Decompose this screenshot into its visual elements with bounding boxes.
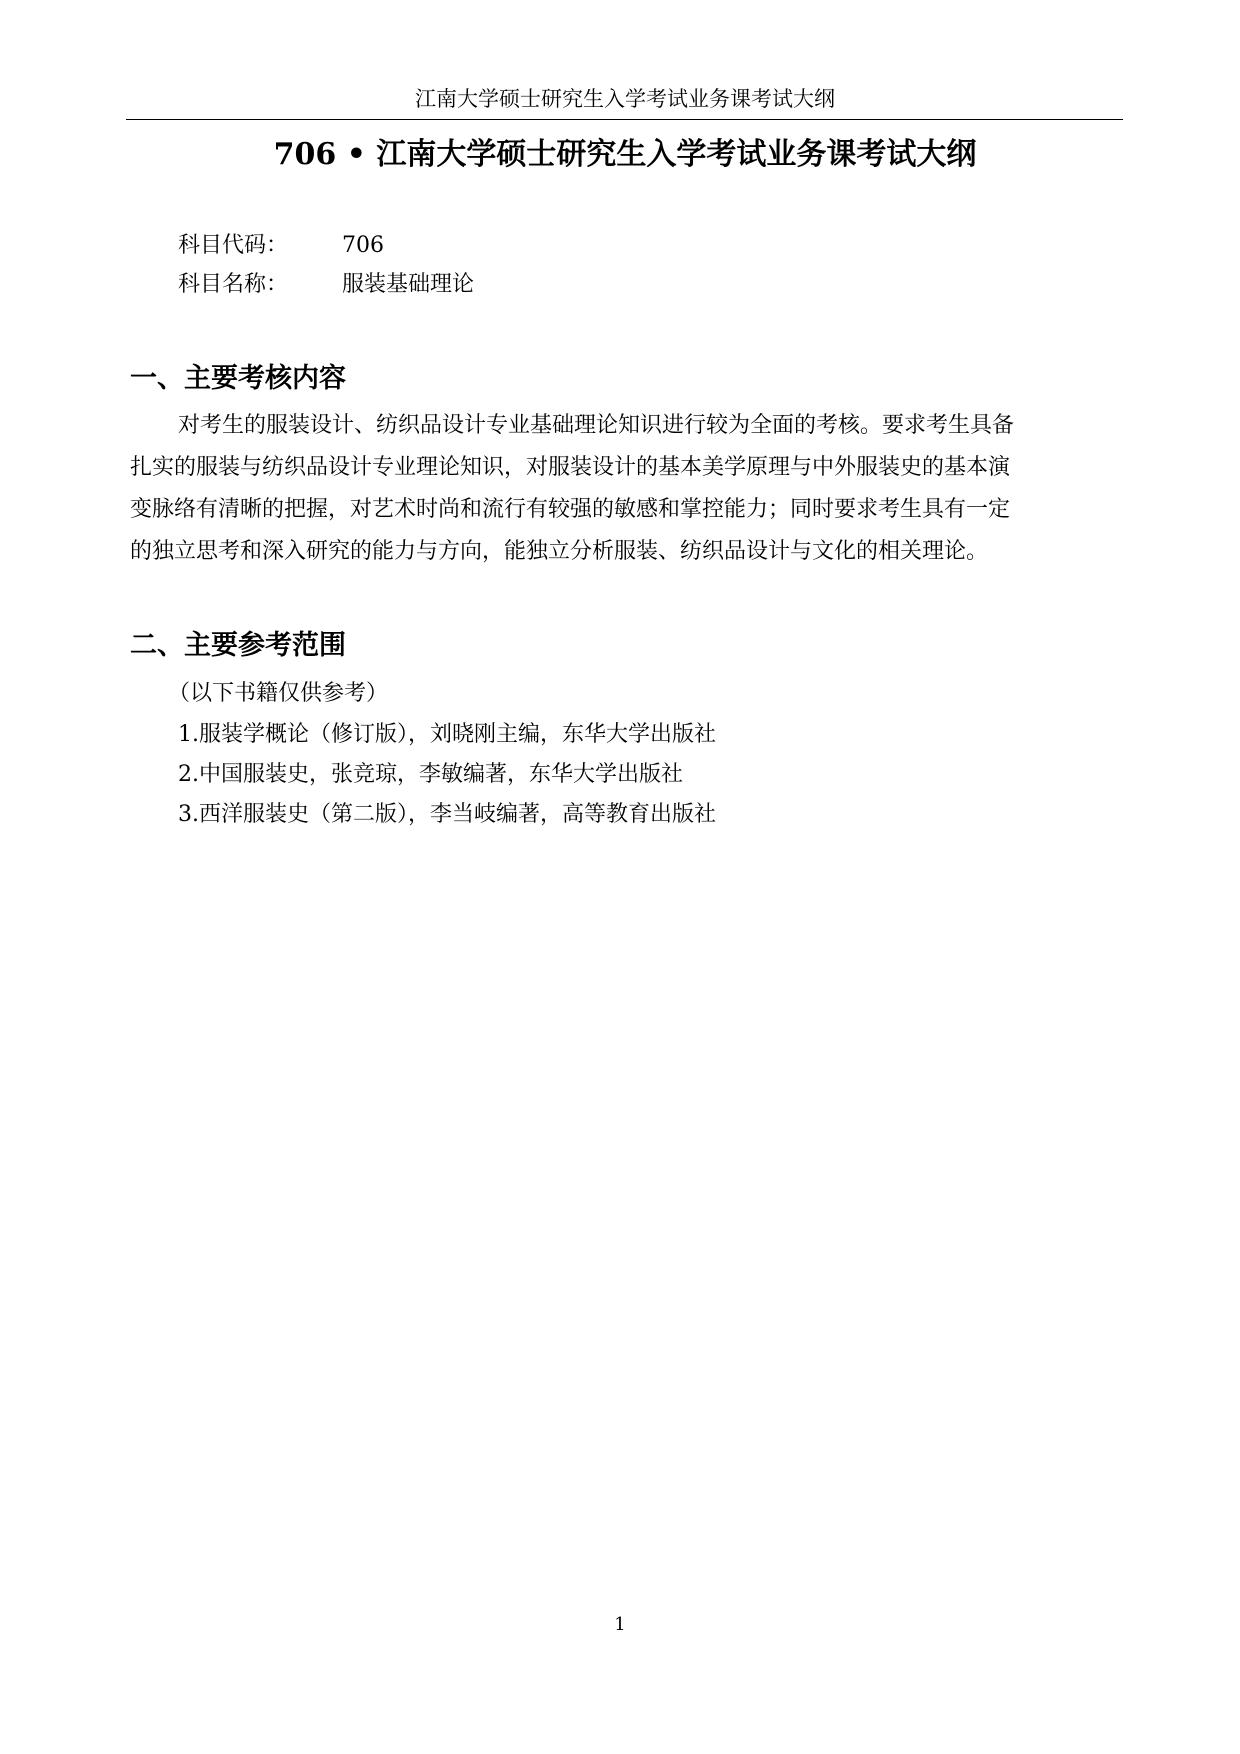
section-heading-content: 一、主要考核内容 (130, 363, 346, 394)
reference-note: （以下书籍仅供参考） (168, 681, 389, 706)
subject-code-label: 科目代码： (178, 233, 289, 258)
subject-name-value: 服装基础理论 (342, 272, 475, 297)
reference-item: 2.中国服装史，张竞琼，李敏编著，东华大学出版社 (178, 762, 683, 787)
page-number: 1 (614, 1614, 626, 1635)
subject-code-row (178, 231, 384, 261)
subject-name-row (178, 270, 474, 300)
document-title: 706 • 江南大学硕士研究生入学考试业务课考试大纲 (273, 137, 977, 172)
subject-code-value: 706 (342, 233, 384, 258)
running-header: 江南大学硕士研究生入学考试业务课考试大纲 (415, 87, 835, 111)
section-heading-references: 二、主要参考范围 (130, 630, 346, 661)
paragraph-line: 扎实的服装与纺织品设计专业理论知识，对服装设计的基本美学原理与中外服装史的基本演 (130, 455, 1011, 480)
paragraph-line: 的独立思考和深入研究的能力与方向，能独立分析服装、纺织品设计与文化的相关理论。 (130, 539, 989, 564)
header-rule (126, 119, 1123, 120)
paragraph-line: 对考生的服装设计、纺织品设计专业基础理论知识进行较为全面的考核。要求考生具备 (178, 413, 1015, 438)
paragraph-line: 变脉络有清晰的把握，对艺术时尚和流行有较强的敏感和掌控能力；同时要求考生具有一定 (130, 497, 1011, 522)
reference-item: 1.服装学概论（修订版），刘晓刚主编，东华大学出版社 (178, 722, 716, 747)
subject-name-label: 科目名称： (178, 272, 289, 297)
reference-item: 3.西洋服装史（第二版），李当岐编著，高等教育出版社 (178, 802, 716, 827)
